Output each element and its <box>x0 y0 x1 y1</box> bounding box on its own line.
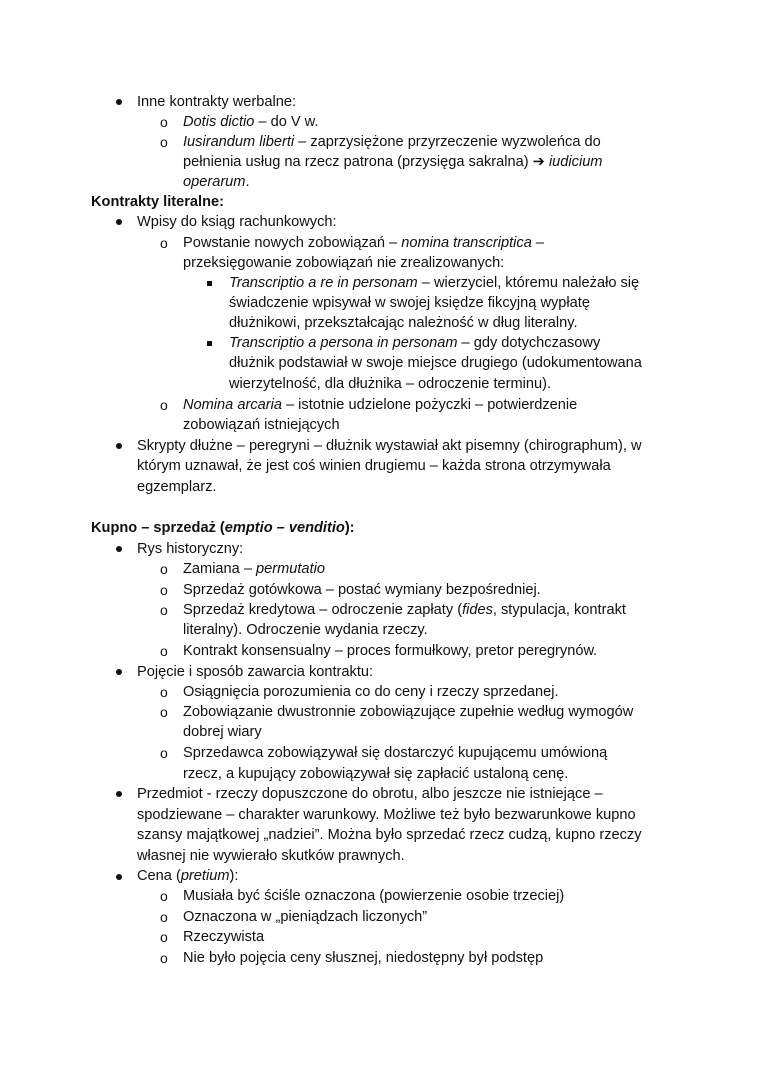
list-item: Sprzedaż kredytowa – odroczenie zapłaty (fides, stypulacja, kontrakt <box>183 602 626 618</box>
text-line: wierzytelność, dla dłużnika – odroczenie terminu). <box>229 376 552 392</box>
list-item: Wpisy do ksiąg rachunkowych: <box>137 214 337 230</box>
list-item: Iusirandum liberti – zaprzysiężone przyrzeczenie wyzwoleńca do <box>183 134 601 150</box>
text-line: egzemplarz. <box>137 479 217 495</box>
list-item: Dotis dictio – do V w. <box>183 114 319 130</box>
list-item: Rys historyczny: <box>137 541 244 557</box>
circle-marker: o <box>160 745 168 761</box>
list-item: Nie było pojęcia ceny słusznej, niedostępny był podstęp <box>183 950 544 966</box>
circle-marker: o <box>160 684 168 700</box>
list-item: Sprzedawca zobowiązywał się dostarczyć kupującemu umówioną <box>183 745 608 761</box>
list-item: Sprzedaż gotówkowa – postać wymiany bezpośredniej. <box>183 582 541 598</box>
list-item: Przedmiot - rzeczy dopuszczone do obrotu, albo jeszcze nie istniejące – <box>137 786 603 802</box>
bullet <box>116 874 122 880</box>
square-bullet <box>207 341 212 346</box>
text-line: dobrej wiary <box>183 724 262 740</box>
bullet <box>116 443 122 449</box>
circle-marker: o <box>160 704 168 720</box>
circle-marker: o <box>160 235 168 251</box>
list-item: Transcriptio a re in personam – wierzyciel, któremu należało się <box>229 275 640 291</box>
text-line: dłużnikowi, przekształcając należność w dług literalny. <box>229 315 578 331</box>
circle-marker: o <box>160 929 168 945</box>
list-item: Pojęcie i sposób zawarcia kontraktu: <box>137 664 374 680</box>
circle-marker: o <box>160 909 168 925</box>
bullet <box>116 791 122 797</box>
list-item: Osiągnięcia porozumienia co do ceny i rzeczy sprzedanej. <box>183 684 559 700</box>
list-item: Transcriptio a persona in personam – gdy dotychczasowy <box>229 335 601 351</box>
arrow-icon: ➔ <box>532 154 545 170</box>
circle-marker: o <box>160 582 168 598</box>
circle-marker: o <box>160 134 168 150</box>
circle-marker: o <box>160 397 168 413</box>
circle-marker: o <box>160 602 168 618</box>
bullet <box>116 669 122 675</box>
text-line: rzecz, a kupujący zobowiązywał się zapłacić ustaloną cenę. <box>183 766 569 782</box>
text-line: zobowiązań istniejących <box>183 417 340 433</box>
text-line: szansy majątkowej „nadziei”. Można było sprzedać rzecz cudzą, kupno rzeczy <box>137 827 642 843</box>
square-bullet <box>207 281 212 286</box>
bullet <box>116 99 122 105</box>
circle-marker: o <box>160 643 168 659</box>
list-item: Zobowiązanie dwustronnie zobowiązujące zupełnie według wymogów <box>183 704 634 720</box>
text-line: przeksięgowanie zobowiązań nie zrealizowanych: <box>183 255 505 271</box>
circle-marker: o <box>160 888 168 904</box>
section-heading: Kupno – sprzedaż (emptio – venditio): <box>91 520 355 536</box>
text-line: literalny). Odroczenie wydania rzeczy. <box>183 622 428 638</box>
bullet <box>116 546 122 552</box>
section-heading: Kontrakty literalne: <box>91 194 224 210</box>
circle-marker: o <box>160 114 168 130</box>
text-line: dłużnik podstawiał w swoje miejsce drugiego (udokumentowana <box>229 355 642 371</box>
list-item: Oznaczona w „pieniądzach liczonych” <box>183 909 428 925</box>
list-item: Skrypty dłużne – peregryni – dłużnik wystawiał akt pisemny (chirographum), w <box>137 438 642 454</box>
circle-marker: o <box>160 950 168 966</box>
text-line: własnej nie wywierało skutków prawnych. <box>137 848 405 864</box>
list-item: Cena (pretium): <box>137 868 239 884</box>
bullet <box>116 219 122 225</box>
list-item: Kontrakt konsensualny – proces formułkowy, pretor peregrynów. <box>183 643 598 659</box>
text-line: pełnienia usług na rzecz patrona (przysięga sakralna) ➔ iudicium <box>183 154 603 170</box>
text-line: operarum. <box>183 174 250 190</box>
list-item: Nomina arcaria – istotnie udzielone pożyczki – potwierdzenie <box>183 397 578 413</box>
list-item: Inne kontrakty werbalne: <box>137 94 296 110</box>
list-item: Rzeczywista <box>183 929 265 945</box>
text-line: świadczenie wpisywał w swojej księdze fikcyjną wypłatę <box>229 295 590 311</box>
list-item: Zamiana – permutatio <box>183 561 325 577</box>
text-line: którym uznawał, że jest coś winien drugiemu – każda strona otrzymywała <box>137 458 611 474</box>
list-item: Musiała być ściśle oznaczona (powierzenie osobie trzeciej) <box>183 888 565 904</box>
list-item: Powstanie nowych zobowiązań – nomina transcriptica – <box>183 235 544 251</box>
circle-marker: o <box>160 561 168 577</box>
text-line: spodziewane – charakter warunkowy. Możliwe też było bezwarunkowe kupno <box>137 807 636 823</box>
